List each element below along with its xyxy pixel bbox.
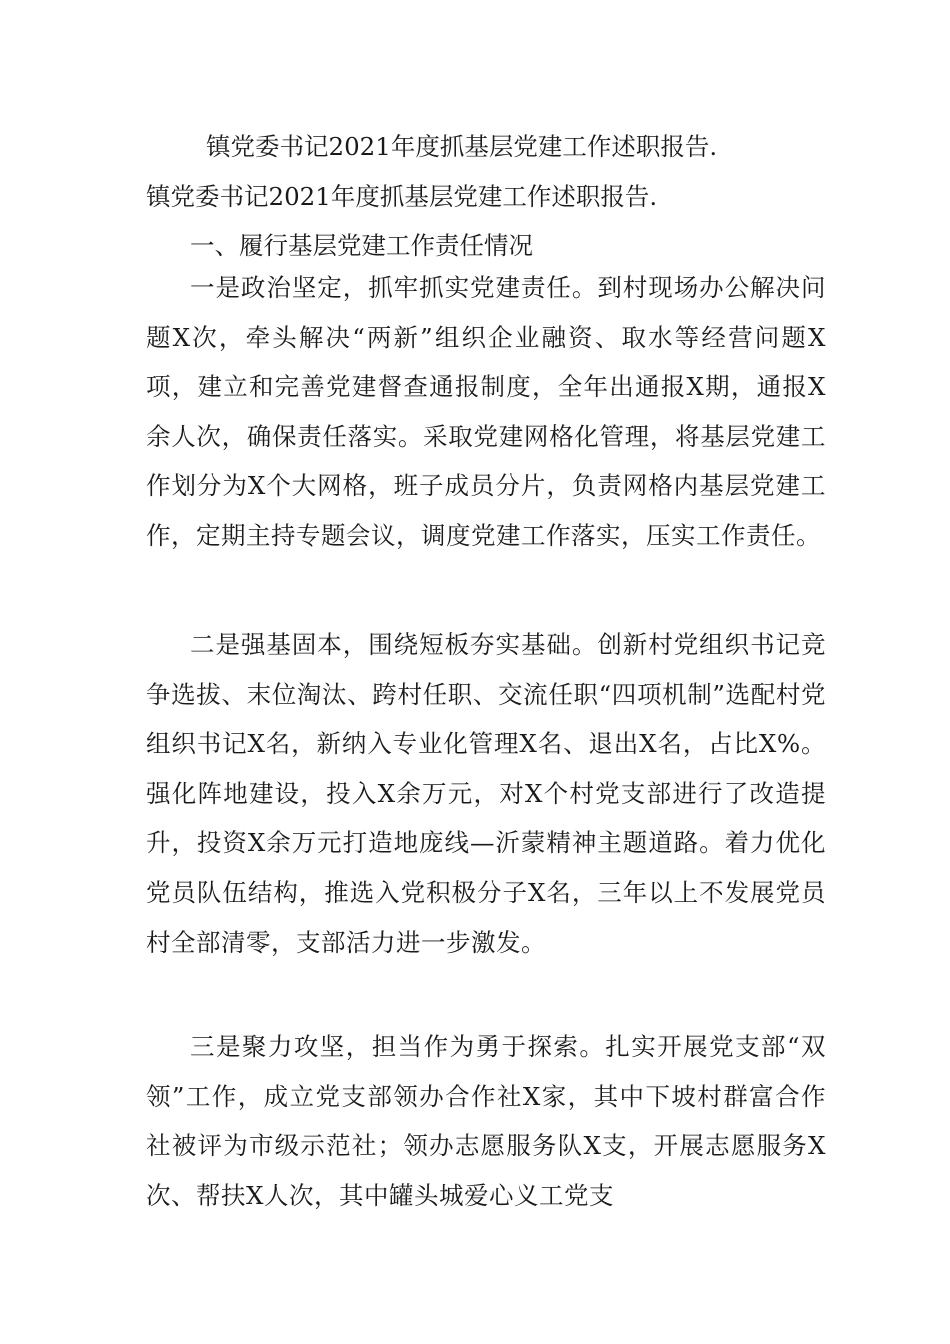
paragraph-text: 二是强基固本，围绕短板夯实基础。创新村党组织书记竞争选拔、末位淘汰、跨村任职、交流任职“四项机制”选配村党组织书记X名，新纳入专业化管理X名、退出X名，占比X%。强化阵地建设，投入X余万元，对X个村党支部进行了改造提升，投资X余万元打造地庞线—沂蒙精神主题道路。着力优化党员队伍结构，推选入党积极分子X名，三年以上不发展党员村全部清零，支部活力进一步激发。	[146, 630, 826, 957]
section-heading: 一、履行基层党建工作责任情况	[190, 231, 533, 260]
paragraph-text: 一是政治坚定，抓牢抓实党建责任。到村现场办公解决问题X次，牵头解决“两新”组织企业融资、取水等经营问题X项，建立和完善党建督查通报制度，全年出通报X期，通报X余人次，确保责任落实。采取党建网格化管理，将基层党建工作划分为X个大网格，班子成员分片，负责网格内基层党建工作，定期主持专题会议，调度党建工作落实，压实工作责任。	[146, 273, 826, 550]
document-subtitle: 镇党委书记2021年度抓基层党建工作述职报告.	[146, 182, 658, 211]
paragraph-3	[146, 1022, 826, 1220]
paragraph-text: 三是聚力攻坚，担当作为勇于探索。扎实开展党支部“双领”工作，成立党支部领办合作社X家，其中下坡村群富合作社被评为市级示范社；领办志愿服务队X支，开展志愿服务X次、帮扶X人次，其中罐头城爱心义工党支	[146, 1032, 826, 1210]
document-title: 镇党委书记2021年度抓基层党建工作述职报告.	[206, 132, 718, 161]
paragraph-2	[146, 620, 826, 967]
paragraph-1	[146, 263, 826, 561]
